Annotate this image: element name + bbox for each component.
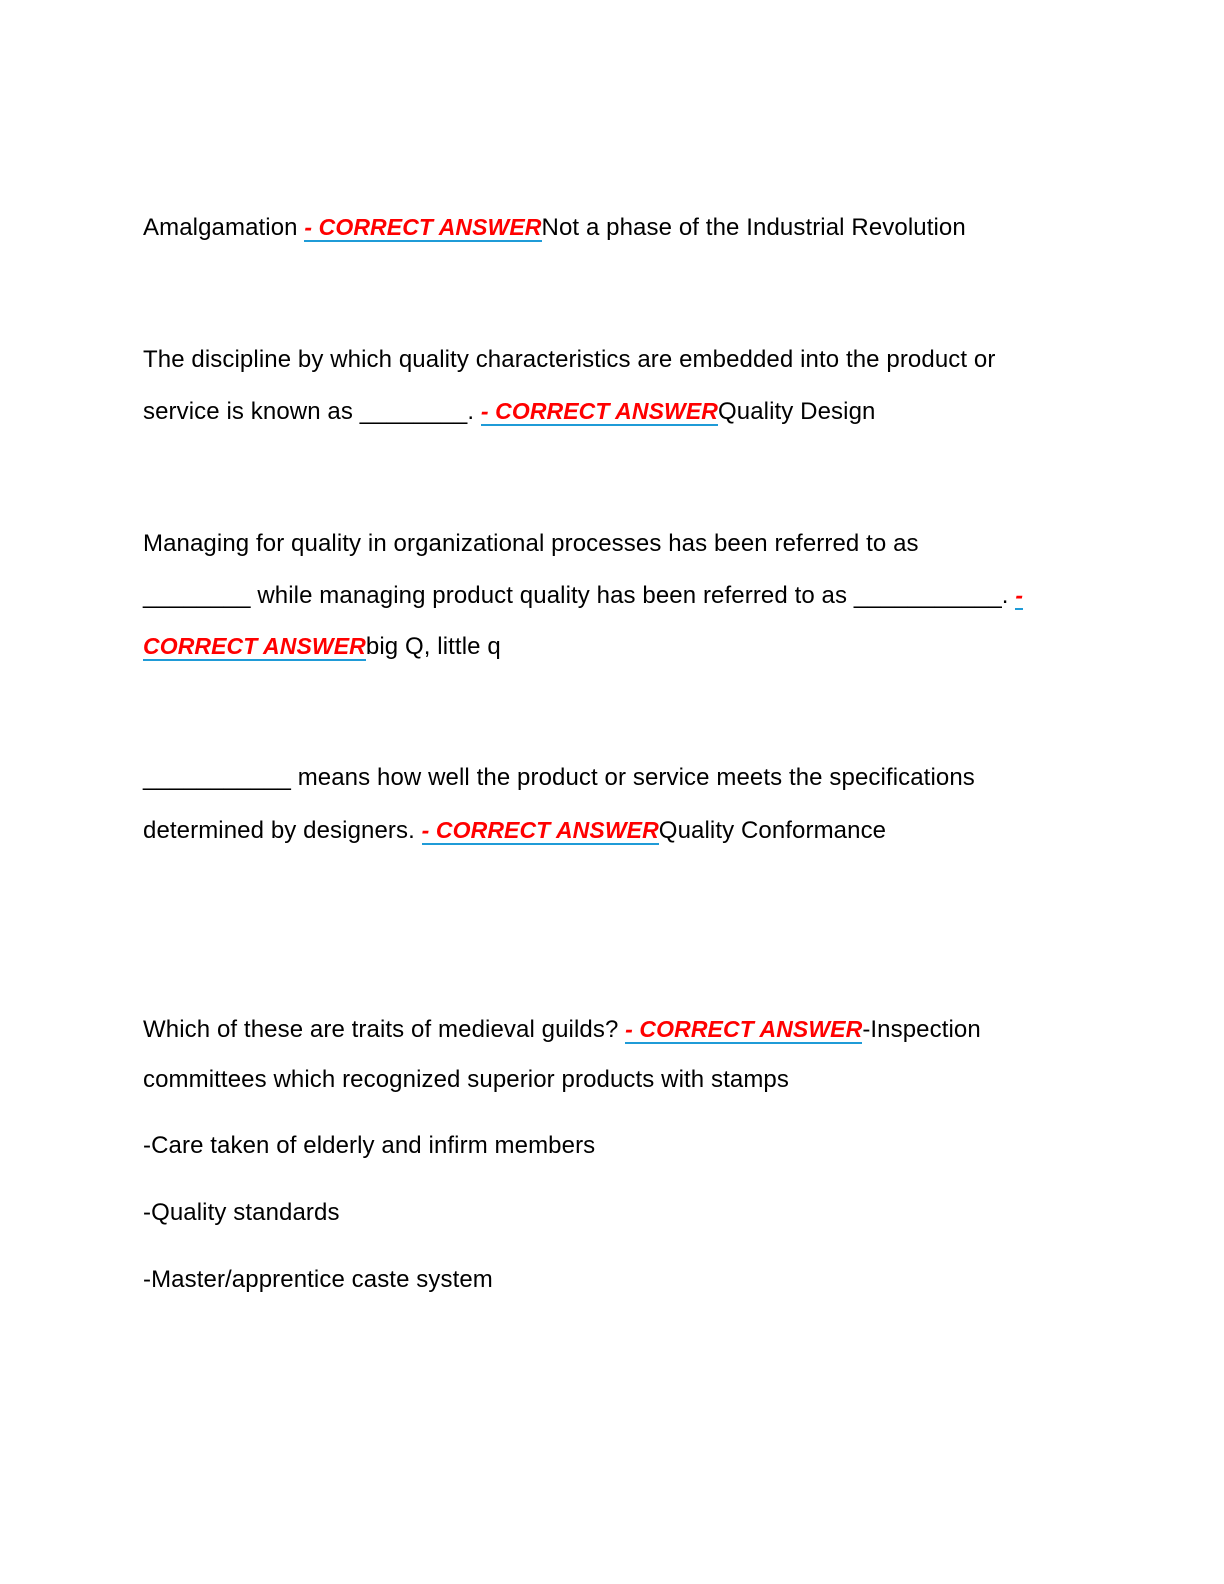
marker-label: CORRECT ANSWER — [639, 1016, 863, 1042]
q1-answer: Not a phase of the Industrial Revolution — [541, 214, 966, 241]
q5-line-3 — [143, 1131, 595, 1161]
q1-line — [143, 212, 966, 243]
q4-line-2 — [143, 815, 886, 846]
q2-answer: Quality Design — [718, 398, 876, 425]
q4-question-line1: ___________ means how well the product or service meets the specifications — [143, 764, 975, 791]
q5-line-4 — [143, 1198, 340, 1228]
q3-question-line1: Managing for quality in organizational processes has been referred to as — [143, 530, 919, 557]
q3-line-1 — [143, 529, 919, 559]
q3-answer-marker-label: CORRECT ANSWER — [143, 633, 366, 659]
marker-label: CORRECT ANSWER — [495, 398, 719, 424]
q3-question-line2: ________ while managing product quality has been referred to as ___________. — [143, 582, 1016, 609]
q2-line-2 — [143, 396, 876, 427]
q5-answer-line1: -Inspection — [862, 1016, 981, 1043]
q5-answer-line3: -Care taken of elderly and infirm members — [143, 1132, 596, 1159]
q5-question: Which of these are traits of medieval guilds? — [143, 1016, 626, 1043]
q3-line-3 — [143, 631, 501, 662]
q2-question-line2: service is known as ________. — [143, 398, 481, 425]
q5-line-1 — [143, 1014, 981, 1045]
marker-dash: - — [480, 398, 496, 424]
q5-answer-marker — [625, 1016, 862, 1044]
q4-answer: Quality Conformance — [658, 817, 887, 844]
marker-dash: - — [625, 1016, 640, 1042]
q2-question-line1: The discipline by which quality characteristics are embedded into the product or — [143, 346, 996, 373]
q1-question: Amalgamation — [143, 214, 305, 241]
q4-line-1 — [143, 763, 975, 793]
q4-answer-marker — [422, 817, 659, 845]
q3-line-2 — [143, 580, 1023, 611]
marker-dash: - — [304, 214, 319, 240]
q5-answer-line4: -Quality standards — [143, 1199, 340, 1226]
q5-answer-line5: -Master/apprentice caste system — [143, 1266, 493, 1293]
q2-line-1 — [143, 345, 995, 375]
q3-answer-marker-dash: - — [1015, 582, 1024, 608]
q5-line-5 — [143, 1265, 493, 1295]
marker-dash: - — [421, 817, 436, 843]
q3-answer: big Q, little q — [365, 633, 501, 660]
marker-label: CORRECT ANSWER — [318, 214, 542, 240]
marker-label: CORRECT ANSWER — [435, 817, 659, 843]
q2-answer-marker — [481, 398, 718, 426]
q1-answer-marker — [304, 214, 541, 242]
q4-question-line2: determined by designers. — [143, 817, 422, 844]
q5-answer-line2: committees which recognized superior products with stamps — [143, 1066, 789, 1093]
q5-line-2 — [143, 1065, 789, 1095]
